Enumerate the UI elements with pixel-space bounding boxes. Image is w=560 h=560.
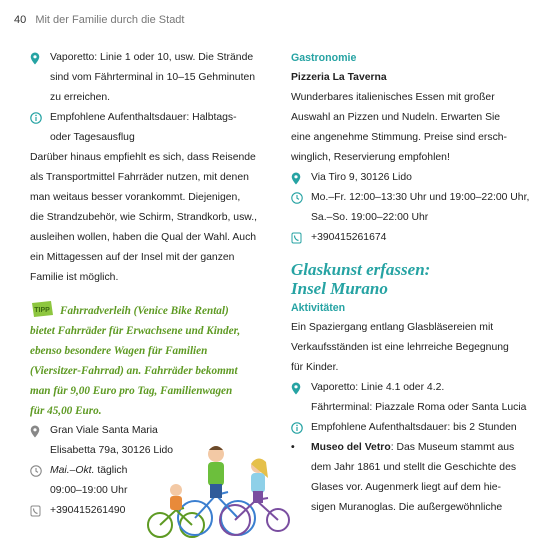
text-line: Verkaufsständen ist eine lehrreiche Begegnung: [291, 342, 509, 353]
text-line: Auswahl an Pizzen und Nudeln. Erwarten Sie: [291, 112, 501, 123]
text-line: man für 9,00 Euro pro Tag, Familienwagen: [30, 385, 233, 397]
text-line: Wunderbares italienisches Essen mit großer: [291, 92, 495, 103]
tipp-badge-label: TIPP: [34, 307, 50, 314]
gastronomy-heading: Gastronomie: [291, 52, 357, 64]
text-line: Fährterminal: Piazzale Roma oder Santa Lucia: [311, 402, 527, 413]
text-line: Mo.–Fr. 12:00–13:30 Uhr und 19:00–22:00 Uhr,: [311, 192, 530, 203]
text-line: als Transportmittel Fahrräder nutzen, mit denen: [30, 172, 249, 183]
text-line: oder Tagesausflug: [50, 132, 135, 143]
text-line: Gran Viale Santa Maria: [50, 425, 158, 436]
page-header: [14, 14, 184, 26]
phone-icon: [291, 228, 311, 248]
vaporetto-info: [30, 48, 276, 108]
text-line: Via Tiro 9, 30126 Lido: [311, 172, 412, 183]
murano-duration-info: [291, 418, 531, 438]
text-line: ein Mittagessen auf der Insel mit der ganzen: [30, 252, 235, 263]
activities-heading: Aktivitäten: [291, 302, 346, 314]
tipp-badge-icon: [30, 300, 54, 318]
text-line: bietet Fahrräder für Erwachsene und Kinder,: [30, 325, 241, 337]
text-line: sigen Muranoglas. Die außergewöhnliche: [311, 502, 503, 513]
duration-info: [30, 108, 276, 148]
text-line: zu erreichen.: [50, 92, 111, 103]
phone-number[interactable]: +390415261674: [311, 232, 387, 243]
phone-icon: [30, 501, 50, 521]
restaurant-hours: [291, 188, 531, 228]
tip-box: [30, 300, 276, 421]
restaurant-description: [291, 88, 531, 168]
text-line: Glases vor. Augenmerk liegt auf dem hie-: [311, 482, 502, 493]
text-line: winglich, Reservierung empfohlen!: [291, 152, 450, 163]
murano-vaporetto-info: [291, 378, 531, 418]
text-line: Vaporetto: Linie 4.1 oder 4.2.: [311, 382, 445, 393]
text-line: Elisabetta 79a, 30126 Lido: [50, 445, 174, 456]
family-cycling-illustration: [140, 440, 290, 545]
page-running-title: Mit der Familie durch die Stadt: [35, 14, 185, 26]
text-line: Familie ist möglich.: [30, 272, 119, 283]
text-line: Sa.–So. 19:00–22:00 Uhr: [311, 212, 429, 223]
text-line: Empfohlene Aufenthaltsdauer: bis 2 Stunden: [311, 422, 517, 433]
text-line: ebenso besondere Wagen für Familien: [30, 345, 208, 357]
text-line: Mai.–Okt. täglich: [50, 465, 128, 476]
bullet-icon: •: [291, 442, 295, 453]
location-pin-icon: [30, 421, 50, 441]
text-line: ausleihen wollen, haben die Qual der Wahl. Auch: [30, 232, 257, 243]
info-icon: [30, 108, 50, 128]
info-icon: [291, 418, 311, 438]
location-pin-icon: [291, 378, 311, 398]
clock-icon: [30, 461, 50, 481]
location-pin-icon: [291, 168, 311, 188]
title-line: Glaskunst erfassen:: [291, 260, 431, 279]
text-line: Vaporetto: Linie 1 oder 10, usw. Die Strände: [50, 52, 254, 63]
text-line: eine angenehme Stimmung. Preise sind ersch-: [291, 132, 508, 143]
text-line: Museo del Vetro: Das Museum stammt aus: [311, 442, 515, 453]
phone-number[interactable]: +390415261490: [50, 505, 126, 516]
text-line: dem Jahr 1861 und stellt die Geschichte des: [311, 462, 517, 473]
title-line: Insel Murano: [291, 279, 388, 298]
right-column: [291, 48, 531, 518]
text-line: man weitaus besser vorankommt. Diejenigen,: [30, 192, 241, 203]
text-line: die Strandzubehör, wie Schirm, Strandkorb, usw.,: [30, 212, 257, 223]
text-line: Empfohlene Aufenthaltsdauer: Halbtags-: [50, 112, 237, 123]
bike-paragraph: [30, 148, 276, 288]
text-line: (Viersitzer-Fahrrad) an. Fahrräder bekommt: [30, 365, 238, 377]
text-line: 09:00–19:00 Uhr: [50, 485, 128, 496]
text-line: Ein Spaziergang entlang Glasbläsereien mit: [291, 322, 494, 333]
restaurant-phone: [291, 228, 531, 248]
text-line: TIPP Fahrradverleih (Venice Bike Rental): [30, 300, 276, 321]
museum-bullet: [291, 438, 531, 518]
page-number: 40: [14, 14, 27, 26]
restaurant-address: [291, 168, 531, 188]
section-title: [291, 260, 531, 298]
restaurant-name: Pizzeria La Taverna: [291, 72, 387, 83]
text-line: für Kinder.: [291, 362, 339, 373]
location-pin-icon: [30, 48, 50, 68]
clock-icon: [291, 188, 311, 208]
text-line: für 45,00 Euro.: [30, 405, 102, 417]
activities-description: [291, 318, 531, 378]
text-line: sind vom Fährterminal in 10–15 Gehminuten: [50, 72, 256, 83]
text-line: Darüber hinaus empfiehlt es sich, dass Reisende: [30, 152, 256, 163]
